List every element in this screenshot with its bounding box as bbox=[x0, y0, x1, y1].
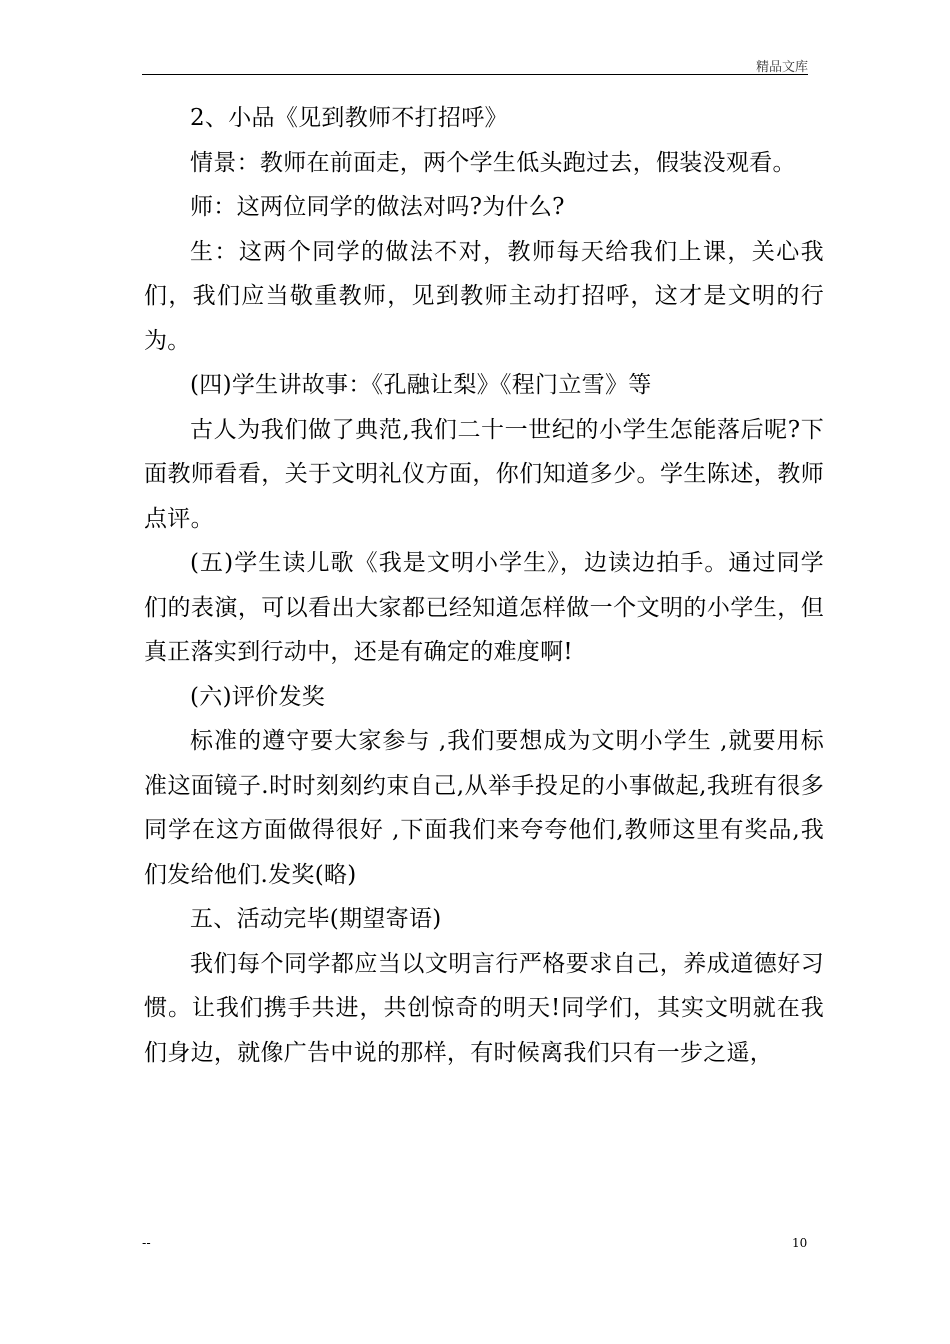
page-number: 10 bbox=[792, 1236, 808, 1250]
paragraph-teacher-question: 师：这两位同学的做法对吗?为什么? bbox=[190, 194, 565, 220]
paragraph-student-answer: 生：这两个同学的做法不对，教师每天给我们上课，关心我们，我们应当敬重教师，见到教师主动打招呼，这才是文明的行为。 bbox=[144, 238, 824, 354]
paragraph-section-six: (六)评价发奖 bbox=[190, 683, 326, 710]
paragraph-section-five: (五)学生读儿歌《我是文明小学生》，边读边拍手。通过同学们的表演，可以看出大家都已经知道怎样做一个文明的小学生，但真正落实到行动中，还是有确定的难度啊! bbox=[144, 550, 824, 665]
paragraph-scene: 情景：教师在前面走，两个学生低头跑过去，假装没观看。 bbox=[190, 149, 796, 176]
paragraph-activity-end: 五、活动完毕(期望寄语) bbox=[190, 906, 442, 932]
header-label: 精品文库 bbox=[755, 60, 808, 75]
paragraph-closing: 我们每个同学都应当以文明言行严格要求自己，养成道德好习惯。让我们携手共进，共创惊奇的明天!同学们，其实文明就在我们身边，就像广告中说的那样，有时候离我们只有一步之遥， bbox=[144, 950, 824, 1066]
paragraph-standards: 标准的遵守要大家参与 ,我们要想成为文明小学生 ,就要用标准这面镜子.时时刻刻约束自己,从举手投足的小事做起,我班有很多同学在这方面做得很好 ,下面我们来夸夸他们,教师这里有奖品,我们发给他们.发奖(略) bbox=[144, 728, 824, 888]
paragraph-skit-title: 2、小品《见到教师不打招呼》 bbox=[190, 105, 508, 131]
document-body bbox=[144, 96, 824, 1075]
header-divider bbox=[142, 74, 808, 75]
paragraph-ancients: 古人为我们做了典范,我们二十一世纪的小学生怎能落后呢?下面教师看看，关于文明礼仪方面，你们知道多少。学生陈述，教师点评。 bbox=[144, 416, 824, 532]
paragraph-section-four: (四)学生讲故事：《孔融让梨》《程门立雪》等 bbox=[190, 372, 652, 398]
footer-mark: -- bbox=[142, 1236, 151, 1250]
